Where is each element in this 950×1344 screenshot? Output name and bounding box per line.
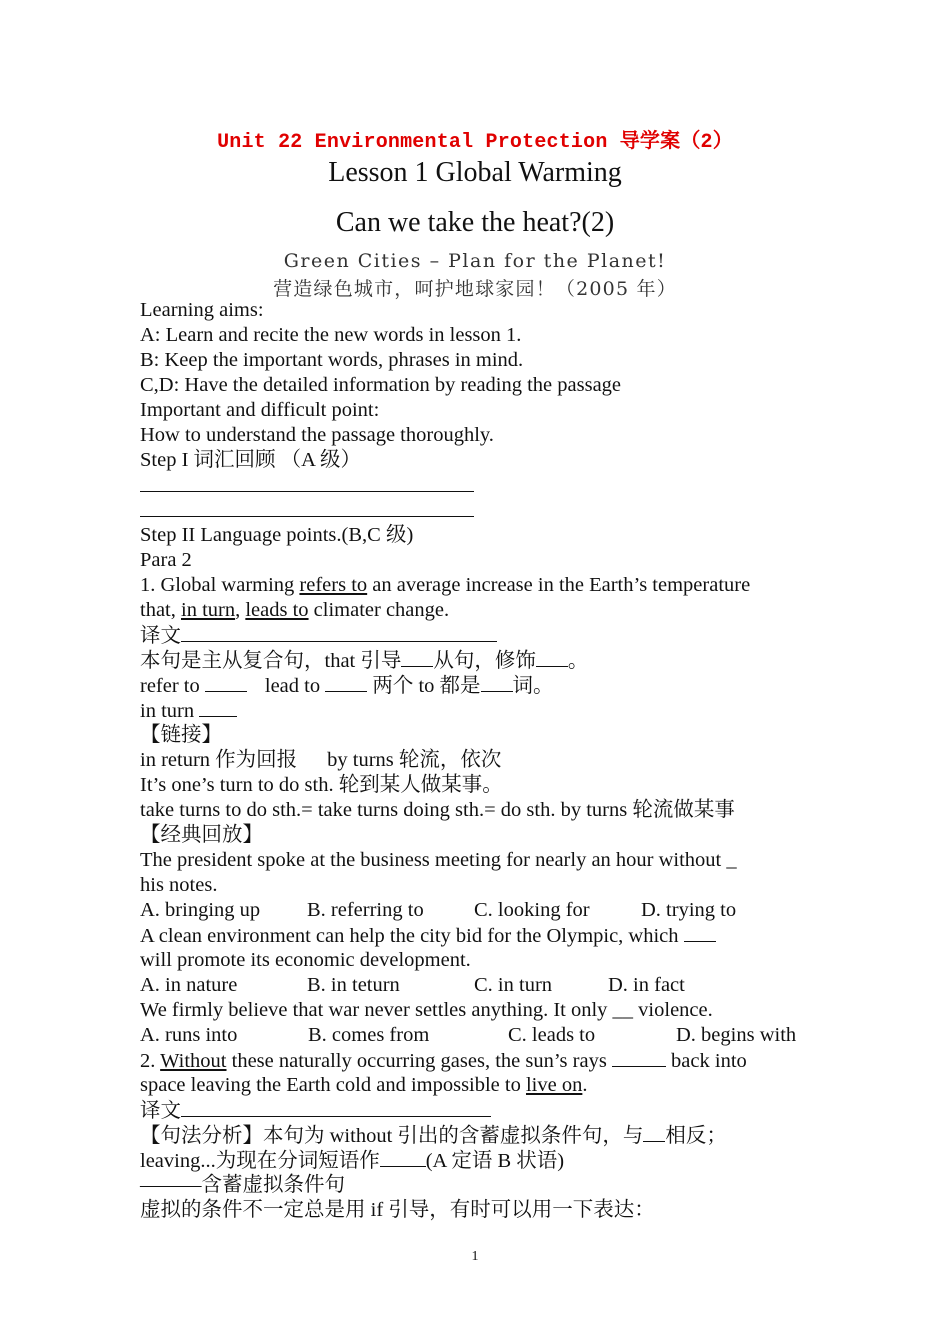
- question2-line1: A clean environment can help the city bid for the Olympic, which: [140, 923, 820, 948]
- answer-line[interactable]: [140, 498, 820, 523]
- page-number: 1: [471, 1249, 479, 1264]
- implicit-note: 虚拟的条件不一定总是用 if 引导，有时可以用一下表达：: [140, 1199, 655, 1221]
- item2-analysis-2: leaving...为现在分词短语作 (A 定语 B 状语): [140, 1150, 565, 1172]
- question2-options: [140, 973, 820, 998]
- item1-sentence-line2: that, in turn, leads to climater change.: [140, 599, 450, 621]
- link-line1: in return 作为回报 by turns 轮流，依次: [140, 749, 502, 771]
- item1-refer-lead: refer to lead to 两个 to 都是 词。: [140, 675, 554, 697]
- option[interactable]: B. referring to: [307, 899, 424, 921]
- item1-inturn: in turn: [140, 698, 820, 723]
- phrase-refers-to: refers to: [299, 574, 368, 596]
- item2-sentence-line1: 2. Without these naturally occurring gases, the sun’s rays back into: [140, 1050, 747, 1072]
- link-heading: 【链接】: [140, 724, 222, 746]
- option[interactable]: A. bringing up: [140, 899, 261, 921]
- question3: We firmly believe that war never settles anything. It only __ violence.: [140, 999, 713, 1021]
- item1-translation: 译文: [140, 623, 820, 648]
- option[interactable]: C. leads to: [508, 1024, 596, 1046]
- step1-heading: Step I 词汇回顾 （A 级）: [140, 449, 361, 471]
- important-text: How to understand the passage thoroughly.: [140, 424, 494, 446]
- option[interactable]: A. in nature: [140, 974, 238, 996]
- phrase-in-turn: in turn: [181, 599, 236, 621]
- question2-line2: will promote its economic development.: [140, 949, 471, 971]
- item1-sentence-line1: 1. Global warming refers to an average increase in the Earth’s temperature: [140, 574, 751, 596]
- translation-blank[interactable]: [181, 623, 497, 642]
- question1-options: [140, 898, 820, 923]
- option[interactable]: B. in teturn: [307, 974, 400, 996]
- theme-chinese: 营造绿色城市，呵护地球家园！（2005 年）: [273, 278, 677, 300]
- classic-heading: 【经典回放】: [140, 824, 263, 846]
- question1-line2: his notes.: [140, 874, 218, 896]
- translation-blank[interactable]: [181, 1098, 491, 1117]
- aim-cd: C,D: Have the detailed information by reading the passage: [140, 374, 622, 396]
- aim-b: B: Keep the important words, phrases in mind.: [140, 349, 524, 371]
- option[interactable]: C. in turn: [474, 974, 553, 996]
- subtitle: Can we take the heat?(2): [335, 207, 615, 238]
- aim-a: A: Learn and recite the new words in lesson 1.: [140, 324, 522, 346]
- item2-analysis: 【句法分析】本句为 without 引出的含蓄虚拟条件句，与 相反；: [140, 1125, 727, 1147]
- option[interactable]: D. in fact: [608, 974, 685, 996]
- option[interactable]: A. runs into: [140, 1024, 238, 1046]
- question3-options: [140, 1023, 820, 1048]
- option[interactable]: D. trying to: [641, 899, 737, 921]
- item1-grammar: 本句是主从复合句，that 引导 从句，修饰 。: [140, 650, 589, 672]
- para-label: Para 2: [140, 549, 192, 571]
- link-line3: take turns to do sth.= take turns doing sth.= do sth. by turns 轮流做某事: [140, 799, 735, 821]
- option[interactable]: B. comes from: [308, 1024, 430, 1046]
- lesson-title: Lesson 1 Global Warming: [328, 157, 622, 188]
- theme-english: Green Cities – Plan for the Planet!: [283, 250, 667, 272]
- word-without: Without: [160, 1050, 227, 1072]
- question1-line1: The president spoke at the business meeting for nearly an hour without _: [140, 849, 737, 871]
- answer-line[interactable]: [140, 473, 820, 498]
- implicit-heading: ———含蓄虚拟条件句: [140, 1174, 345, 1196]
- step2-heading: Step II Language points.(B,C 级): [140, 524, 414, 546]
- aims-heading: Learning aims:: [140, 299, 264, 321]
- document-body: [140, 298, 820, 1223]
- option[interactable]: D. begins with: [676, 1024, 797, 1046]
- phrase-leads-to: leads to: [245, 599, 309, 621]
- item2-sentence-line2: space leaving the Earth cold and impossible to live on.: [140, 1074, 588, 1096]
- option[interactable]: C. looking for: [474, 899, 590, 921]
- important-heading: Important and difficult point:: [140, 399, 380, 421]
- phrase-live-on: live on: [525, 1074, 583, 1096]
- link-line2: It’s one’s turn to do sth. 轮到某人做某事。: [140, 774, 503, 796]
- item2-translation: 译文: [140, 1098, 820, 1123]
- unit-title: Unit 22 Environmental Protection 导学案（2）: [217, 131, 733, 154]
